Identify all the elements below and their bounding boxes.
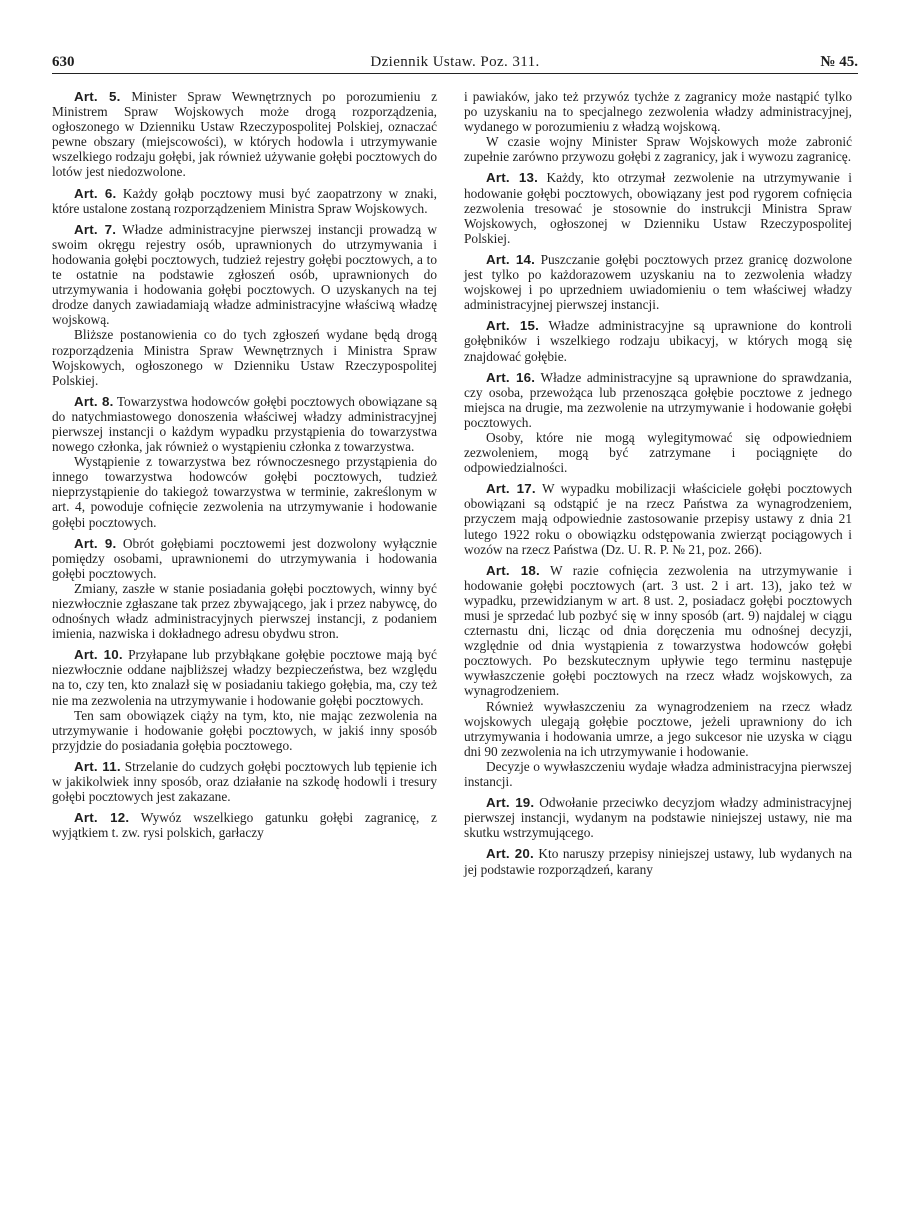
article-paragraph: [52, 536, 437, 581]
article-text: Bliższe postanowienia co do tych zgłoszeń wydane będą drogą rozporządzenia Ministra Spraw Wewnętrznych i Ministra Spraw Wojskowych, ogłoszonego w Dzienniku Ustaw Rzeczypospolitej Polskiej.: [52, 327, 437, 388]
article-text: Puszczanie gołębi pocztowych przez granicę dozwolone jest tylko po każdorazowem uzyskaniu na to zezwolenia władzy wojskowej i po uprzedniem uwiadomieniu o tem właściwej władzy administracyjnej pierwszej instancji.: [464, 251, 852, 313]
header-divider: [52, 73, 858, 74]
page-number: 630: [52, 54, 75, 70]
article-paragraph: [464, 318, 852, 363]
page-header: [52, 48, 858, 74]
article-paragraph: [464, 795, 852, 840]
article-label: Art. 12.: [74, 810, 130, 826]
article-text: i pawiaków, jako też przywóz tychże z zagranicy może nastąpić tylko po uzyskaniu na to specjalnego zezwolenia władzy administracyjnej, wydanego w porozumieniu z władzą wojskową.: [464, 89, 852, 135]
article-text: Towarzystwa hodowców gołębi pocztowych obowiązane są do natychmiastowego donoszenia właściwej władzy administracyjnej pierwszej instancji o każdym wypadku przystąpienia do towarzystwa nowego członka, jak również o wystąpieniu członka z towarzystwa.: [52, 393, 437, 455]
journal-title: Dziennik Ustaw. Poz. 311.: [370, 54, 540, 70]
article-label: Art. 13.: [486, 170, 539, 186]
paragraph: [464, 699, 852, 759]
paragraph: [464, 759, 852, 789]
article-label: Art. 15.: [486, 318, 540, 334]
article-text: Ten sam obowiązek ciąży na tym, kto, nie mając zezwolenia na utrzymywanie i hodowanie gołębi pocztowych, w jakiś inny sposób przyjdzie do posiadania gołębia pocztowego.: [52, 707, 437, 753]
article-text: Odwołanie przeciwko decyzjom władzy administracyjnej pierwszej instancji, wydanym na podstawie niniejszej ustawy, nie ma skutku wstrzymującego.: [464, 795, 852, 841]
article-label: Art. 17.: [486, 481, 536, 497]
article-paragraph: [464, 846, 852, 876]
paragraph: [464, 89, 852, 134]
article-label: Art. 14.: [486, 251, 536, 267]
article-text: Władze administracyjne są uprawnione do sprawdzania, czy osoba, przewożąca lub przenosząca gołębie pocztowe z jednego miejsca na drugie, ma zezwolenie na utrzymywanie i hodowanie gołębi pocztowych.: [464, 369, 852, 430]
article-paragraph: [52, 222, 437, 328]
article-text: Zmiany, zaszłe w stanie posiadania gołębi pocztowych, winny być niezwłocznie zgłaszane tak przez zbywającego, jak i przez nabywcę, do odnośnych władz administracyjnych pierwszej instancji, z podaniem imienia, nazwiska i dokładnego adresu obydwu stron.: [52, 580, 437, 642]
article-paragraph: [52, 810, 437, 840]
paragraph: [464, 134, 852, 164]
article-text: Osoby, które nie mogą wylegitymować się odpowiedniem zezwoleniem, mogą być zatrzymane i pociągnięte do odpowiedzialności.: [464, 429, 852, 476]
article-paragraph: [52, 647, 437, 707]
article-paragraph: [464, 481, 852, 556]
article-label: Art. 16.: [486, 369, 536, 385]
article-label: Art. 9.: [74, 535, 117, 551]
article-text: W czasie wojny Minister Spraw Wojskowych może zabronić zupełnie zarówno przywozu gołębi z zagranicy, jak i wywozu zagranicę.: [464, 134, 852, 165]
article-label: Art. 10.: [74, 647, 123, 663]
article-text: Władze administracyjne pierwszej instancji prowadzą w swoim okręgu rejestry osób, uprawnionych do utrzymywania i hodowania gołębi pocztowych, tudzież rejestry gołębi pocztowych, a to te ostatnie na podstawie zgłoszeń osób, uprawnionych do utrzymywania i hodowania gołębi pocztowych. O uzyskanych na tej drodze danych zawiadamiają władze administracyjne właściwą władzę wojskową.: [52, 221, 437, 328]
article-label: Art. 20.: [486, 846, 534, 862]
article-paragraph: [464, 252, 852, 312]
paragraph: [52, 454, 437, 529]
article-text: Również wywłaszczeniu za wynagrodzeniem na rzecz władz wojskowych ulegają gołębie pocztowe, jeżeli uprawniony do ich utrzymywania i hodowania umrze, a jego sukcesor nie uzyska w ciągu dni 90 zezwolenia na ich utrzymywanie i hodowanie.: [464, 698, 852, 759]
right-column: [464, 89, 852, 877]
left-column: [52, 89, 437, 840]
article-paragraph: [464, 170, 852, 245]
article-text: Strzelanie do cudzych gołębi pocztowych lub tępienie ich w jakikolwiek inny sposób, oraz działanie na szkodę hodowli i tresury gołębi pocztowych jest zakazane.: [52, 758, 437, 805]
paragraph: [52, 581, 437, 641]
article-text: Każdy gołąb pocztowy musi być zaopatrzony w znaki, które ustalone zostaną rozporządzeniem Ministra Spraw Wojskowych.: [52, 185, 437, 216]
article-label: Art. 11.: [74, 758, 121, 774]
paragraph: [464, 430, 852, 475]
issue-number: № 45.: [820, 54, 858, 70]
article-label: Art. 8.: [74, 393, 114, 409]
article-paragraph: [52, 759, 437, 804]
paragraph: [52, 327, 437, 387]
article-label: Art. 6.: [74, 185, 117, 201]
article-label: Art. 5.: [74, 89, 121, 104]
article-label: Art. 7.: [74, 221, 117, 237]
article-text: W razie cofnięcia zezwolenia na utrzymywanie i hodowanie gołębi pocztowych (art. 3 ust. 2 i art. 13), jako też w wypadku, przewidzianym w art. 8 ust. 2, posiadacz gołębi pocztowych musi je sprzedać lub pozbyć się w inny sposób (art. 9) najdalej w ciągu czternastu dni, licząc od dnia doręczenia mu odnośnej decyzji, względnie od dnia wystąpienia z towarzystwa hodowców gołębi pocztowych. Po bezskutecznym upływie tego terminu następuje wywłaszczenie gołębi pocztowych na rzecz władz wojskowych, za wynagrodzeniem.: [464, 562, 852, 699]
article-text: Wystąpienie z towarzystwa bez równoczesnego przystąpienia do innego towarzystwa hodowców gołębi pocztowych, tudzież nieprzystąpienie do takiegoż towarzystwa w terminie, zakreślonym w art. 4, powoduje cofnięcie zezwolenia na utrzymywanie i hodowanie gołębi pocztowych.: [52, 454, 437, 530]
article-text: Każdy, kto otrzymał zezwolenie na utrzymywanie i hodowanie gołębi pocztowych, obowiązany jest pod rygorem cofnięcia zezwolenia tresować je stosownie do instrukcji Ministra Spraw Wojskowych, ogłoszonej w Dzienniku Ustaw Rzeczypospolitej Polskiej.: [464, 170, 852, 246]
article-text: Przyłapane lub przybłąkane gołębie pocztowe mają być niezwłocznie oddane najbliższej władzy bezpieczeństwa, bez względu na to, czy ten, kto znalazł się w posiadaniu takiego gołębia, ma, czy też nie ma zezwolenia na utrzymywanie i hodowanie gołębi pocztowych.: [52, 647, 437, 708]
article-label: Art. 19.: [486, 795, 535, 811]
article-paragraph: [52, 186, 437, 216]
article-paragraph: [52, 394, 437, 454]
article-text: Władze administracyjne są uprawnione do kontroli gołębników i wszelkiego rodzaju ubikacyj, w których mogą się znajdować gołębie.: [464, 318, 852, 364]
article-paragraph: [52, 89, 437, 180]
article-text: Obrót gołębiami pocztowemi jest dozwolony wyłącznie pomiędzy osobami, uprawnionemi do utrzymywania i hodowania gołębi pocztowych.: [52, 535, 437, 581]
article-text: Minister Spraw Wewnętrznych po porozumieniu z Ministrem Spraw Wojskowych może drogą rozporządzenia, ogłoszonego w Dzienniku Ustaw Rzeczypospolitej Polskiej, oznaczać pewne obszary (miejscowości), w których hodowla i utrzymywanie wszelkiego rodzaju gołębi, jak również używanie gołębi pocztowych do lotów jest niedozwolone.: [52, 89, 437, 180]
article-text: W wypadku mobilizacji właściciele gołębi pocztowych obowiązani są odstąpić je na rzecz Państwa za wynagrodzeniem, przyczem mają odpowiednie zastosowanie przepisy ustawy z dnia 21 lutego 1922 roku o obowiązku odstępowania zwierząt pociągowych i wozów na rzecz Państwa (Dz. U. R. P. № 21, poz. 266).: [464, 481, 852, 557]
article-paragraph: [464, 370, 852, 430]
article-text: Wywóz wszelkiego gatunku gołębi zagranicę, z wyjątkiem t. zw. rysi polskich, garłaczy: [52, 810, 437, 841]
article-paragraph: [464, 563, 852, 699]
article-text: Decyzje o wywłaszczeniu wydaje władza administracyjna pierwszej instancji.: [464, 758, 852, 790]
paragraph: [52, 708, 437, 753]
article-text: Kto naruszy przepisy niniejszej ustawy, lub wydanych na jej podstawie rozporządzeń, karany: [464, 846, 852, 877]
article-label: Art. 18.: [486, 562, 540, 578]
